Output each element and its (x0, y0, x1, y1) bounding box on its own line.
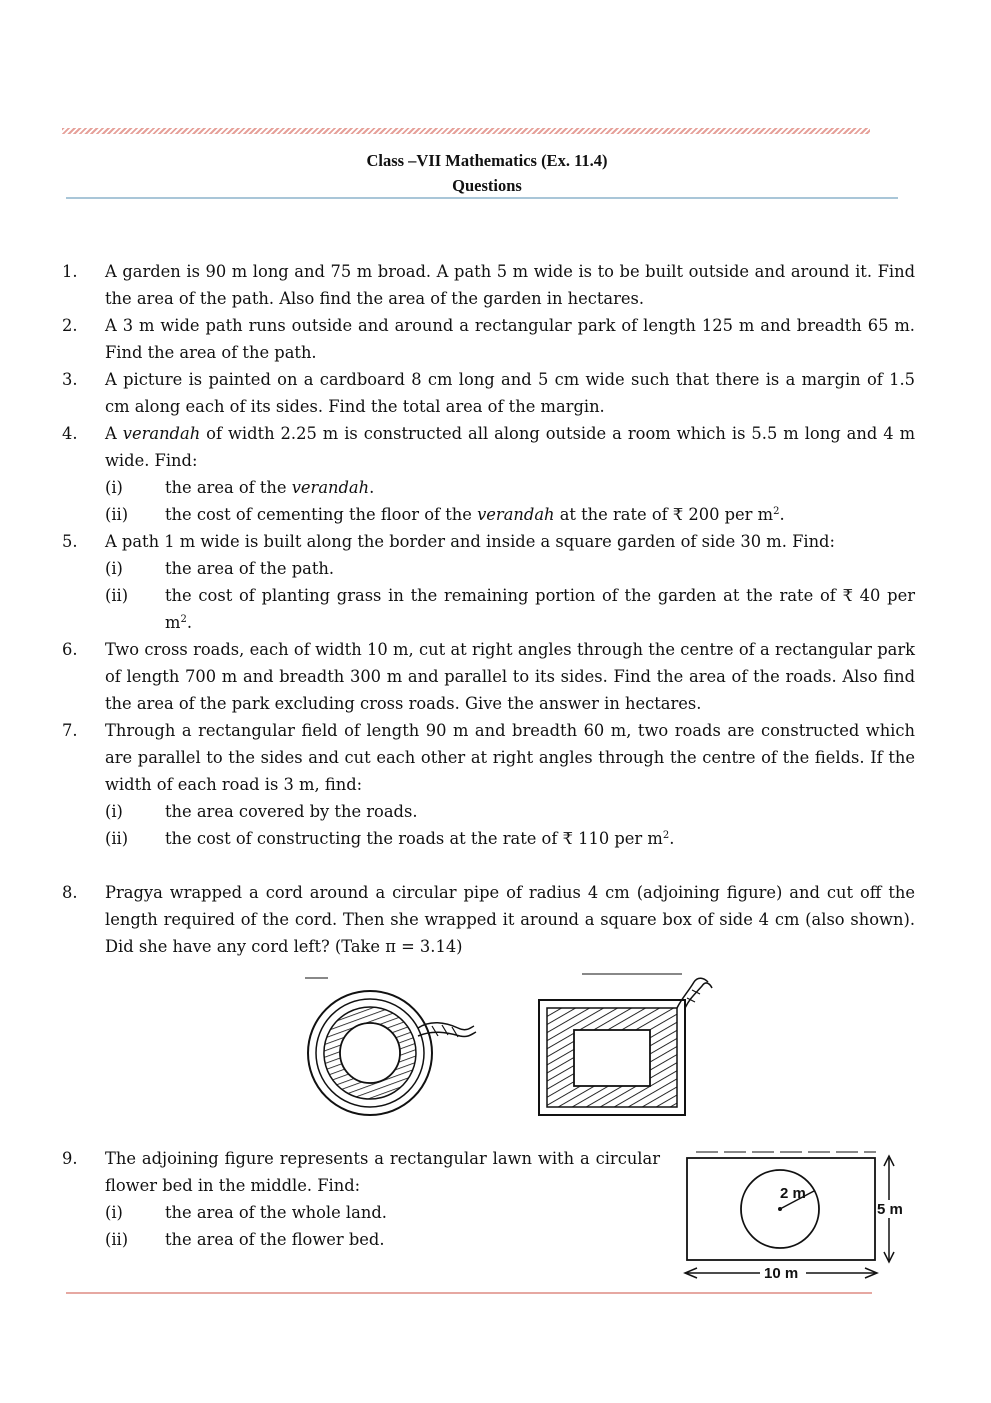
question-4: 4. A verandah of width 2.25 m is constructed all along outside a room which is 5.5 m long and 4 m wide. Find: (i) the area of the verandah. (ii) the cost of cementing the floor of the verandah at the rate of ₹ 200 per $m^2$. (62, 420, 915, 528)
question-5: 5. A path 1 m wide is built along the border and inside a square garden of side 30 m. Find: (i) the area of the path. (ii) the cost of planting grass in the remaining portion of the garden at the rate of ₹ 40 per $m^2$. (62, 528, 915, 636)
top-decorative-rule (62, 128, 870, 134)
rupee-symbol: ₹ (842, 586, 853, 605)
rupee-symbol: ₹ (562, 829, 573, 848)
question-2: 2. A 3 m wide path runs outside and around a rectangular park of length 125 m and breadth 65 m. Find the area of the path. (62, 316, 915, 362)
question-1: 1. A garden is 90 m long and 75 m broad. A path 5 m wide is to be built outside and around it. Find the area of the path. Also find the area of the garden in hectares. (62, 262, 915, 308)
question-8: 8. Pragya wrapped a cord around a circular pipe of radius 4 cm (adjoining figure) and cut off the length required of the cord. Then she wrapped it around a square box of side 4 cm (also shown). Did she have any cord left? (Take π = 3.14) (62, 883, 915, 956)
question-3: 3. A picture is painted on a cardboard 8 cm long and 5 cm wide such that there is a margin of 1.5 cm along each of its sides. Find the total area of the margin. (62, 370, 915, 416)
page-title: Class –VII Mathematics (Ex. 11.4) (366, 151, 608, 170)
page-header (62, 148, 912, 198)
footer-divider (66, 1292, 872, 1294)
rupee-symbol: ₹ (672, 505, 684, 524)
pipe-with-cord-figure (300, 970, 490, 1130)
question-9: 9. The adjoining figure represents a rectangular lawn with a circular flower bed in the middle. Find: (i) the area of the whole land. (ii) the area of the flower bed. (62, 1145, 915, 1253)
question-7: 7. Through a rectangular field of length 90 m and breadth 60 m, two roads are constructed which are parallel to the sides and cut each other at right angles through the centre of the fields. If the width of each road is 3 m, find: (i) the area covered by the roads. (ii) the cost of constructing the roads at the rate of ₹ 110 per $m^2$. (62, 717, 915, 852)
question-5-part-ii: (ii) the cost of planting grass in the remaining portion of the garden at the rate of ₹ 40 per $m^2$. (105, 586, 915, 632)
box-with-cord-figure (532, 968, 722, 1128)
width-label: 10 m (764, 1265, 799, 1282)
pi-note: (Take π = 3.14) (334, 937, 463, 956)
height-label: 5 m (877, 1201, 903, 1218)
question-9-part-ii: (ii) the area of the flower bed. (105, 1230, 385, 1249)
question-5-part-i: (i) the area of the path. (105, 559, 335, 578)
question-7-part-ii: (ii) the cost of constructing the roads at the rate of ₹ 110 per $m^2$. (105, 829, 675, 848)
question-7-part-i: (i) the area covered by the roads. (105, 802, 418, 821)
radius-label: 2 m (780, 1185, 806, 1202)
page-subtitle: Questions (452, 176, 522, 195)
question-4-part-ii: (ii) the cost of cementing the floor of the verandah at the rate of ₹ 200 per $m^2$. (105, 505, 785, 524)
question-9-part-i: (i) the area of the whole land. (105, 1203, 387, 1222)
question-6: 6. Two cross roads, each of width 10 m, cut at right angles through the centre of a rectangular park of length 700 m and breadth 300 m and parallel to its sides. Find the area of the roads. Also find the area of the park excluding cross roads. Give the answer in hectares. (62, 640, 915, 713)
lawn-figure (676, 1146, 910, 1284)
header-divider (66, 197, 898, 199)
question-4-part-i: (i) the area of the verandah. (105, 478, 375, 497)
